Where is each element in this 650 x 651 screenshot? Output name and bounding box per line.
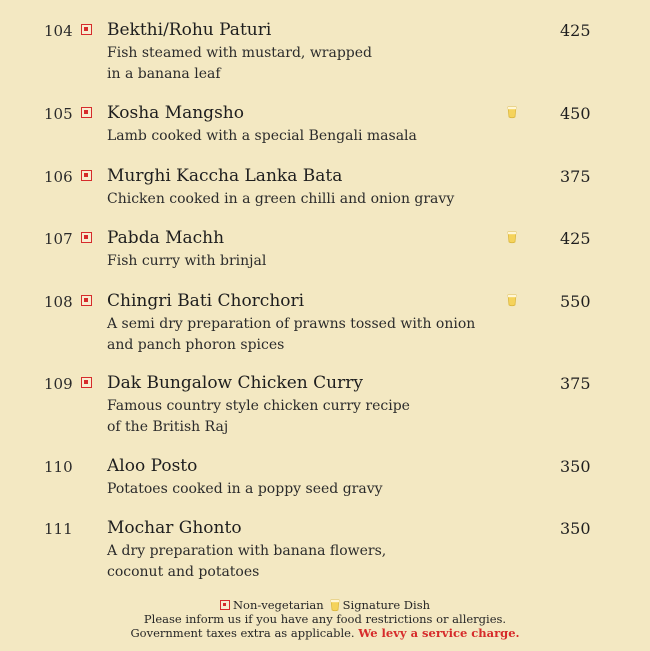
item-description: Chicken cooked in a green chilli and onion gravy bbox=[107, 191, 455, 207]
item-number: 111 bbox=[44, 520, 73, 538]
non-veg-icon bbox=[220, 600, 230, 610]
item-number: 105 bbox=[44, 105, 73, 123]
item-price: 375 bbox=[560, 167, 591, 186]
item-price: 350 bbox=[560, 457, 591, 476]
allergy-notice: Please inform us if you have any food restrictions or allergies. bbox=[143, 612, 507, 626]
item-name: Pabda Machh bbox=[107, 228, 225, 248]
item-number: 108 bbox=[44, 293, 73, 311]
item-name: Dak Bungalow Chicken Curry bbox=[107, 373, 363, 393]
legend-signature-label: Signature Dish bbox=[342, 598, 431, 612]
tax-notice bbox=[0, 626, 650, 640]
menu-footer bbox=[0, 598, 650, 640]
tax-notice-text: Government taxes extra as applicable. bbox=[130, 626, 355, 640]
non-veg-icon bbox=[81, 107, 92, 118]
item-price: 450 bbox=[560, 104, 591, 123]
item-name: Kosha Mangsho bbox=[107, 103, 244, 123]
item-number: 104 bbox=[44, 22, 73, 40]
item-price: 550 bbox=[560, 292, 591, 311]
item-description: A dry preparation with banana flowers, coconut and potatoes bbox=[107, 543, 387, 580]
item-description: Lamb cooked with a special Bengali masala bbox=[107, 128, 417, 144]
item-description: Fish steamed with mustard, wrapped in a banana leaf bbox=[107, 45, 373, 82]
item-name: Mochar Ghonto bbox=[107, 518, 242, 538]
non-veg-icon bbox=[81, 170, 92, 181]
item-description: A semi dry preparation of prawns tossed with onion and panch phoron spices bbox=[107, 316, 476, 353]
item-price: 425 bbox=[560, 229, 591, 248]
signature-dish-icon bbox=[507, 294, 517, 307]
item-name: Aloo Posto bbox=[107, 456, 198, 476]
item-name: Chingri Bati Chorchori bbox=[107, 291, 305, 311]
item-name: Bekthi/Rohu Paturi bbox=[107, 20, 272, 40]
legend-signature bbox=[330, 598, 430, 612]
legend-non-veg bbox=[220, 598, 324, 612]
item-number: 110 bbox=[44, 458, 73, 476]
legend bbox=[0, 598, 650, 612]
item-name: Murghi Kaccha Lanka Bata bbox=[107, 166, 343, 186]
legend-non-veg-label: Non-vegetarian bbox=[232, 598, 324, 612]
item-number: 109 bbox=[44, 375, 73, 393]
item-number: 107 bbox=[44, 230, 73, 248]
item-price: 350 bbox=[560, 519, 591, 538]
signature-dish-icon bbox=[507, 231, 517, 244]
item-description: Fish curry with brinjal bbox=[107, 253, 267, 269]
non-veg-icon bbox=[81, 232, 92, 243]
service-charge-notice: We levy a service charge. bbox=[358, 626, 520, 640]
signature-dish-icon bbox=[507, 106, 517, 119]
signature-dish-icon bbox=[330, 599, 340, 612]
item-price: 375 bbox=[560, 374, 591, 393]
item-price: 425 bbox=[560, 21, 591, 40]
non-veg-icon bbox=[81, 377, 92, 388]
item-number: 106 bbox=[44, 168, 73, 186]
non-veg-icon bbox=[81, 295, 92, 306]
non-veg-icon bbox=[81, 24, 92, 35]
item-description: Potatoes cooked in a poppy seed gravy bbox=[107, 481, 383, 497]
item-description: Famous country style chicken curry recipe of the British Raj bbox=[107, 398, 410, 435]
